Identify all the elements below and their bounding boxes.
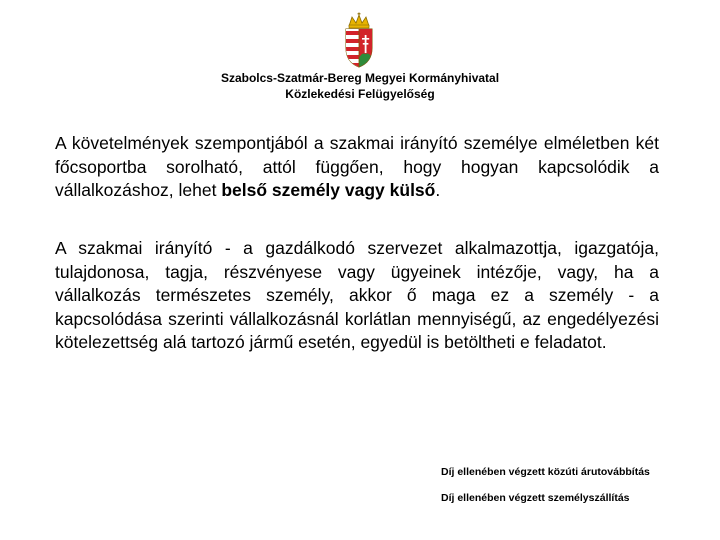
paragraph-text: A követelmények szempontjából a szakmai irányító személye elméletben két főcsoportba sorolható, attól függően, hogy hogyan kapcsolódik a vállalkozáshoz, lehet bbox=[55, 133, 659, 200]
office-name: Szabolcs-Szatmár-Bereg Megyei Kormányhivatal bbox=[220, 71, 500, 85]
paragraph-end: . bbox=[435, 180, 441, 200]
paragraph-classification bbox=[55, 132, 659, 203]
office-header bbox=[0, 70, 720, 102]
paragraph-bold-text: belső személy vagy külső bbox=[221, 180, 436, 200]
footer-passenger-line: Díj ellenében végzett személyszállítás bbox=[441, 492, 630, 504]
department-name: Közlekedési Felügyelőség bbox=[285, 87, 435, 101]
hungarian-coat-of-arms-icon bbox=[340, 12, 378, 68]
paragraph-manager-role: A szakmai irányító - a gazdálkodó szervezet alkalmazottja, igazgatója, tulajdonosa, tagja, részvényese vagy ügyeinek intézője, vagy, ha a vállalkozás természetes személy, akkor ő maga ez a személy - a kapcsolódása szerinti vállalkozásnál korlátlan mennyiségű, az engedélyezési kötelezettség alá tartozó jármű esetén, egyedül is betöltheti e feladatot. bbox=[55, 238, 659, 352]
footer-freight-line: Díj ellenében végzett közúti árutovábbítás bbox=[441, 466, 650, 478]
